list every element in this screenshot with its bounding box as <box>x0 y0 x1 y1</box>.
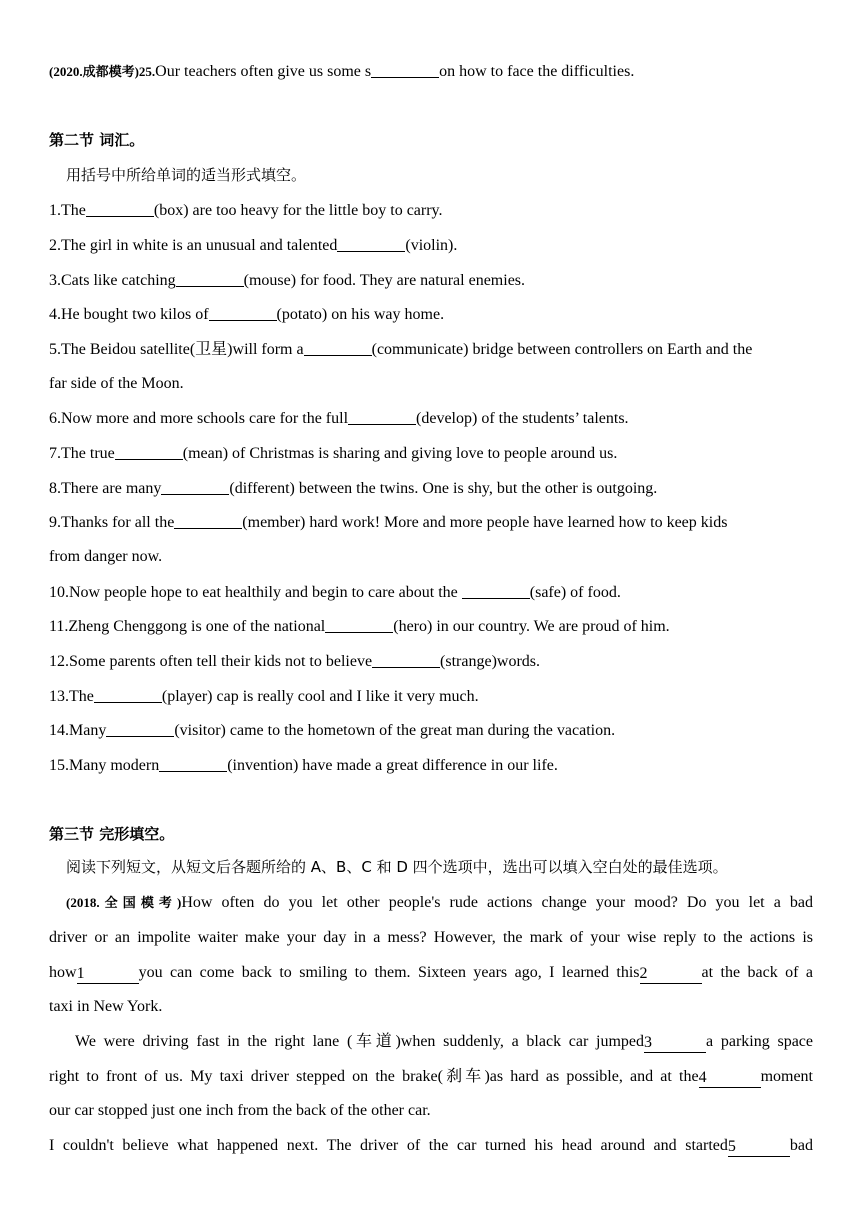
item-text: 7.The true <box>49 445 115 462</box>
passage-line <box>49 1136 813 1158</box>
passage-line <box>66 893 813 915</box>
answer-blank[interactable] <box>115 443 183 460</box>
item-text: 2.The girl in white is an unusual and talented <box>49 237 338 254</box>
passage-text: I couldn't believe what happened next. The driver of the car turned his head around and started <box>49 1137 728 1154</box>
item-text: (communicate) bridge between controllers on Earth and the <box>371 341 753 358</box>
cloze-blank-4[interactable]: 4 <box>699 1069 761 1088</box>
answer-blank[interactable] <box>94 686 162 703</box>
item-text: 3.Cats like catching <box>49 272 176 289</box>
question-text-before: Our teachers often give us some s <box>155 63 372 80</box>
answer-blank[interactable] <box>304 339 372 356</box>
vocab-item-7 <box>49 443 813 465</box>
vocab-item-9-continued: from danger now. <box>49 548 163 565</box>
cloze-blank-3[interactable]: 3 <box>644 1034 706 1053</box>
answer-blank[interactable] <box>337 235 405 252</box>
question-25 <box>49 61 813 83</box>
vocab-item-11 <box>49 616 813 638</box>
vocab-item-5 <box>49 339 813 361</box>
vocab-item-2 <box>49 235 813 257</box>
answer-blank[interactable] <box>159 755 227 772</box>
item-text: 6.Now more and more schools care for the full <box>49 410 349 427</box>
item-text: (potato) on his way home. <box>276 306 445 323</box>
vocab-item-13 <box>49 686 813 708</box>
item-text: (member) hard work! More and more people have learned how to keep kids <box>242 514 728 531</box>
item-text: 4.He bought two kilos of <box>49 306 209 323</box>
item-text: 1.The <box>49 202 86 219</box>
vocab-item-1 <box>49 200 813 222</box>
answer-blank[interactable] <box>86 200 154 217</box>
vocab-item-14 <box>49 720 813 742</box>
answer-blank[interactable] <box>209 304 277 321</box>
answer-blank[interactable] <box>348 408 416 425</box>
item-text: 10.Now people hope to eat healthily and begin to care about the <box>49 584 462 601</box>
passage-text: at the back of a <box>701 964 813 981</box>
question-text-after: on how to face the difficulties. <box>439 63 635 80</box>
item-text: 15.Many modern <box>49 757 160 774</box>
item-text: (player) cap is really cool and I like it very much. <box>161 688 479 705</box>
item-text: (visitor) came to the hometown of the great man during the vacation. <box>174 722 616 739</box>
item-text: (mean) of Christmas is sharing and giving love to people around us. <box>182 445 618 462</box>
vocab-item-5-continued: far side of the Moon. <box>49 375 184 392</box>
answer-blank[interactable] <box>462 582 530 599</box>
question-source: (2020.成都模考)25. <box>49 64 156 79</box>
vocab-item-3 <box>49 270 813 292</box>
passage-line <box>75 1032 813 1054</box>
passage-text: bad <box>789 1137 813 1154</box>
answer-blank[interactable] <box>176 270 244 287</box>
item-text: 11.Zheng Chenggong is one of the national <box>49 618 326 635</box>
vocab-item-6 <box>49 408 813 430</box>
passage-text: moment <box>760 1068 813 1085</box>
passage-line <box>49 1067 813 1089</box>
item-text: (safe) of food. <box>529 584 621 601</box>
item-text: 9.Thanks for all the <box>49 514 175 531</box>
item-text: 13.The <box>49 688 94 705</box>
answer-blank[interactable] <box>174 512 242 529</box>
item-text: 14.Many <box>49 722 107 739</box>
section-2-title: 第二节 词汇。 <box>49 131 145 149</box>
section-3-instruction: 阅读下列短文，从短文后各题所给的 A、B、C 和 D 四个选项中，选出可以填入空白处的最佳选项。 <box>66 858 728 876</box>
item-text: 5.The Beidou satellite(卫星)will form a <box>49 341 304 358</box>
passage-line: driver or an impolite waiter make your day in a mess? However, the mark of your wise reply to the actions is <box>49 929 813 946</box>
item-text: (box) are too heavy for the little boy to carry. <box>153 202 443 219</box>
answer-blank[interactable] <box>372 651 440 668</box>
item-text: (mouse) for food. They are natural enemies. <box>243 272 526 289</box>
vocab-item-12 <box>49 651 813 673</box>
item-text: (different) between the twins. One is shy, but the other is outgoing. <box>229 480 658 497</box>
item-text: (hero) in our country. We are proud of him. <box>393 618 670 635</box>
vocab-item-10 <box>49 582 813 604</box>
answer-blank[interactable] <box>325 616 393 633</box>
cloze-blank-2[interactable]: 2 <box>640 965 702 984</box>
cloze-blank-5[interactable]: 5 <box>728 1138 790 1157</box>
item-text: (violin). <box>405 237 458 254</box>
passage-text: a parking space <box>706 1033 813 1050</box>
item-text: 8.There are many <box>49 480 162 497</box>
section-3-title: 第三节 完形填空。 <box>49 825 175 843</box>
passage-text: you can come back to smiling to them. Sixteen years ago, I learned this <box>138 964 640 981</box>
item-text: 12.Some parents often tell their kids not to believe <box>49 653 373 670</box>
passage-text: right to front of us. My taxi driver stepped on the brake(刹车)as hard as possible, and at the <box>49 1068 699 1085</box>
answer-blank[interactable] <box>371 61 439 78</box>
answer-blank[interactable] <box>106 720 174 737</box>
passage-line <box>49 963 813 985</box>
item-text: (develop) of the students’ talents. <box>416 410 629 427</box>
vocab-item-15 <box>49 755 813 777</box>
item-text: (invention) have made a great difference in our life. <box>227 757 558 774</box>
passage-source: (2018.全国模考) <box>66 895 182 910</box>
section-2-instruction: 用括号中所给单词的适当形式填空。 <box>66 166 307 184</box>
passage-line: taxi in New York. <box>49 998 163 1015</box>
passage-line: our car stopped just one inch from the back of the other car. <box>49 1102 431 1119</box>
passage-text: How often do you let other people's rude actions change your mood? Do you let a bad <box>181 894 813 911</box>
passage-text: how <box>49 964 77 981</box>
passage-text: We were driving fast in the right lane (车道)when suddenly, a black car jumped <box>75 1033 645 1050</box>
vocab-item-4 <box>49 304 813 326</box>
vocab-item-8 <box>49 478 813 500</box>
vocab-item-9 <box>49 512 813 534</box>
cloze-blank-1[interactable]: 1 <box>77 965 139 984</box>
answer-blank[interactable] <box>161 478 229 495</box>
item-text: (strange)words. <box>440 653 541 670</box>
